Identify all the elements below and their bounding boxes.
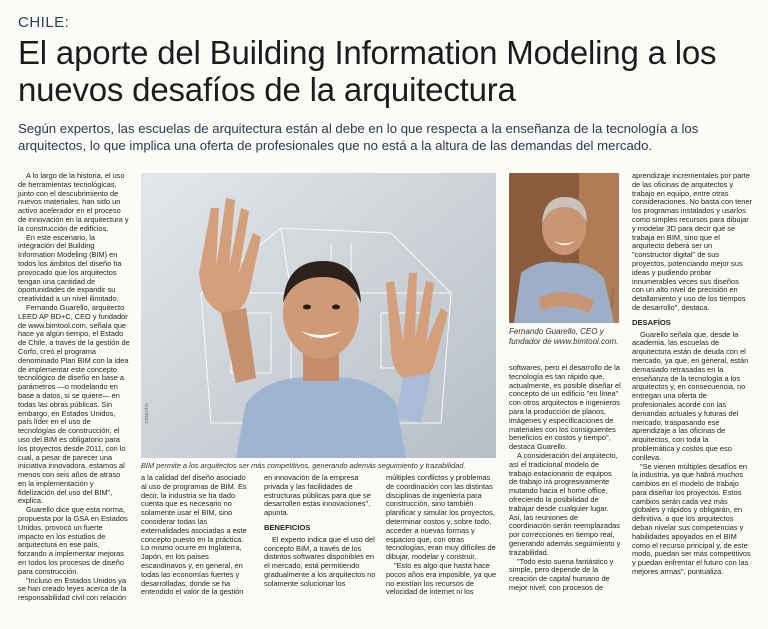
paragraph: softwares, pero el desarrollo de la tecnología es tan rápido que, actualmente, es posible diseñar el concepto de un edificio "en línea" con otros arquitectos e ingenieros para la producción de planos, imágenes y especificaciones de materiales con los consiguientes beneficios en costos y tiempo", destaca Guarello. — [509, 364, 621, 452]
paragraph: Fernando Guarello, arquitecto LEED AP BD+C, CEO y fundador de www.bimtool.com, señala que hace ya algún tiempo, el Estado de Chile, a través de la gestión de Corfo, creó el programa denominado Plan BIM con la idea de implementar este concepto tecnológico de diseño en base a parámetros —o modelando en base a datos, si se quiere— en todas las obras públicas. Sin embargo, en Estados Unidos, país líder en el uso de tecnologías de construcción, el uso del BIM es obligatorio para los proyectos desde 2011, con lo cual, a pesar de parecer una iniciativa innovadora, estamos al menos con seis años de atraso en la implementación y fidelización del uso del BIM", explica. — [18, 302, 130, 506]
article-column-4 — [386, 474, 498, 624]
paragraph: aprendizaje incrementales por parte de las oficinas de arquitectos y trabajo en equipo, entre otras consideraciones. No basta con tener los programas instalados y usarlos como simples recursos para dibujar y modelar 3D para decir que se trabaja en BIM, sino que el arquitecto deberá ser un "constructor digital" de sus proyectos, potenciando mejor sus ideas y pudiendo probar innumerables veces sus diseños con un alto nivel de precisión en detallamiento y uso de los tiempos de desarrollo", destaca. — [632, 172, 752, 312]
portrait-credit: BIMTOOL — [610, 288, 615, 309]
paragraph: "Esto es algo que hasta hace pocos años era imposible, ya que no existían los recursos de velocidad de internet ni los — [386, 560, 497, 597]
paragraph: "Se vienen múltiples desafíos en la industria, ya que habrá muchos cambios en el modelo de trabajo para diseñar los proyectos. Estos cambios serán cada vez más globales y rápidos y obligarán, en definitiva, a que los arquitectos deban nivelar sus competencias y habilidades apoyados en el BIM como el recurso principal y, de este modo, puedan ser más competitivos y puedan enfrentar el futuro con las mejores armas", puntualiza. — [632, 461, 751, 577]
paragraph: A consideración del arquitecto, así el tradicional modelo de trabajo estacionario de equipos de trabajo irá progresivamente mutando hacia el home office, ofreciendo la posibilidad de trabajar desde cualquier lugar. Así, las reuniones de coordinación serán reemplazadas por correcciones en tiempo real, generando además seguimiento y trazabilidad. — [509, 450, 621, 557]
photo-credit: DEMOTIA — [144, 403, 149, 424]
paragraph: El experto indica que el uso del concepto BIM, a través de los distintos softwares disponibles en el mercado, está permitiendo gradualmente a los arquitectos no solamente solucionar los — [264, 534, 376, 588]
section-heading-desafios: DESAFÍOS — [632, 317, 671, 327]
article-column-3 — [264, 474, 376, 624]
paragraph: Guarello señala que, desde la academia, las escuelas de arquitectura están de deuda con el mercado, ya que, en general, están demasiado retrasadas en la enseñanza de la tecnología a los arquitectos y, en consecuencia, no entregan una oferta de profesionales acorde con las demandas actuales y futuras del mercado, traspasando ese aprendizaje a las oficinas de arquitectos, con toda la problemática y costos que eso conlleva. — [632, 329, 749, 462]
paragraph: En este escenario, la integración del Building Information Modeling (BIM) en todos los ámbitos del diseño ha provocado que los arquitectos tengan una cantidad de oportunidades de expandir su creatividad a un nivel ilimitado. — [18, 232, 122, 304]
article-column-2 — [141, 474, 251, 624]
article-column-1 — [18, 172, 130, 624]
paragraph: "Incluso en Estados Unidos ya se han creado leyes acerca de la responsabilidad civil con relación — [18, 575, 127, 603]
section-kicker: CHILE: — [18, 14, 70, 31]
photo-man-framing-hands — [141, 173, 496, 458]
main-photo-caption: BIM permite a los arquitectos ser más competitivos, generando además seguimiento y trazabilidad. — [141, 461, 466, 470]
paragraph: múltiples conflictos y problemas de coordinación con las distintas disciplinas de ingeniería para construcción, sino también planificar y simular los proyectos, determinar costos y, sobre todo, acceder a nuevas formas y espacios que, con otras tecnologías, eran muy difíciles de dibujar, modelar y construir. — [386, 474, 496, 562]
article-lede: Según expertos, las escuelas de arquitectura están al debe en lo que respecta a la enseñanza de la tecnología a los arquitectos, lo que implica una oferta de profesionales que no está a la altura de las demandas del mercado. — [18, 121, 699, 153]
main-photo — [141, 173, 496, 458]
article-column-6 — [632, 172, 752, 624]
portrait-photo — [509, 173, 619, 323]
paragraph: "Todo esto suena fantástico y simple, pero depende de la creación de capital humano de mejor nivel, con procesos de — [509, 556, 614, 592]
paragraph: A lo largo de la historia, el uso de herramientas tecnológicas, junto con el descubrimiento de nuevos materiales, han sido un activo acelerador en el proceso de innovación en la arquitectura y la construcción de edificios. — [18, 172, 129, 233]
article-column-5 — [509, 364, 621, 624]
paragraph: a la calidad del diseño asociado al uso de programas de BIM. Es decir, la industria se ha dado cuenta que es necesario no solamente usar el BIM, sino considerar todas las externalidades asociadas a este concepto puesto en la práctica. Lo mismo ocurre en Inglaterra, Japón, en los países escandinavos y, en general, en todas las economías fuertes y desarrolladas, donde se ha entendido el valor de la gestión — [141, 474, 247, 597]
paragraph: Guarello dice que esta norma, propuesta por la GSA en Estados Unidos, provocó un fuerte impacto en los estudios de arquitectura en ese país, forzando a implementar mejoras en todos los procesos de diseño para construcción. — [18, 505, 128, 576]
photo-portrait-guarello — [509, 173, 619, 323]
section-heading-beneficios: BENEFICIOS — [264, 522, 311, 532]
article-headline: El aporte del Building Information Modeling a los nuevos desafíos de la arquitectura — [18, 34, 717, 108]
paragraph: en innovación de la empresa privada y las facilidades de estructuras públicas para que se desarrollen estas innovaciones", apunta. — [264, 474, 371, 518]
portrait-caption: Fernando Guarello, CEO y fundador de www.bimtool.com. — [509, 327, 619, 346]
